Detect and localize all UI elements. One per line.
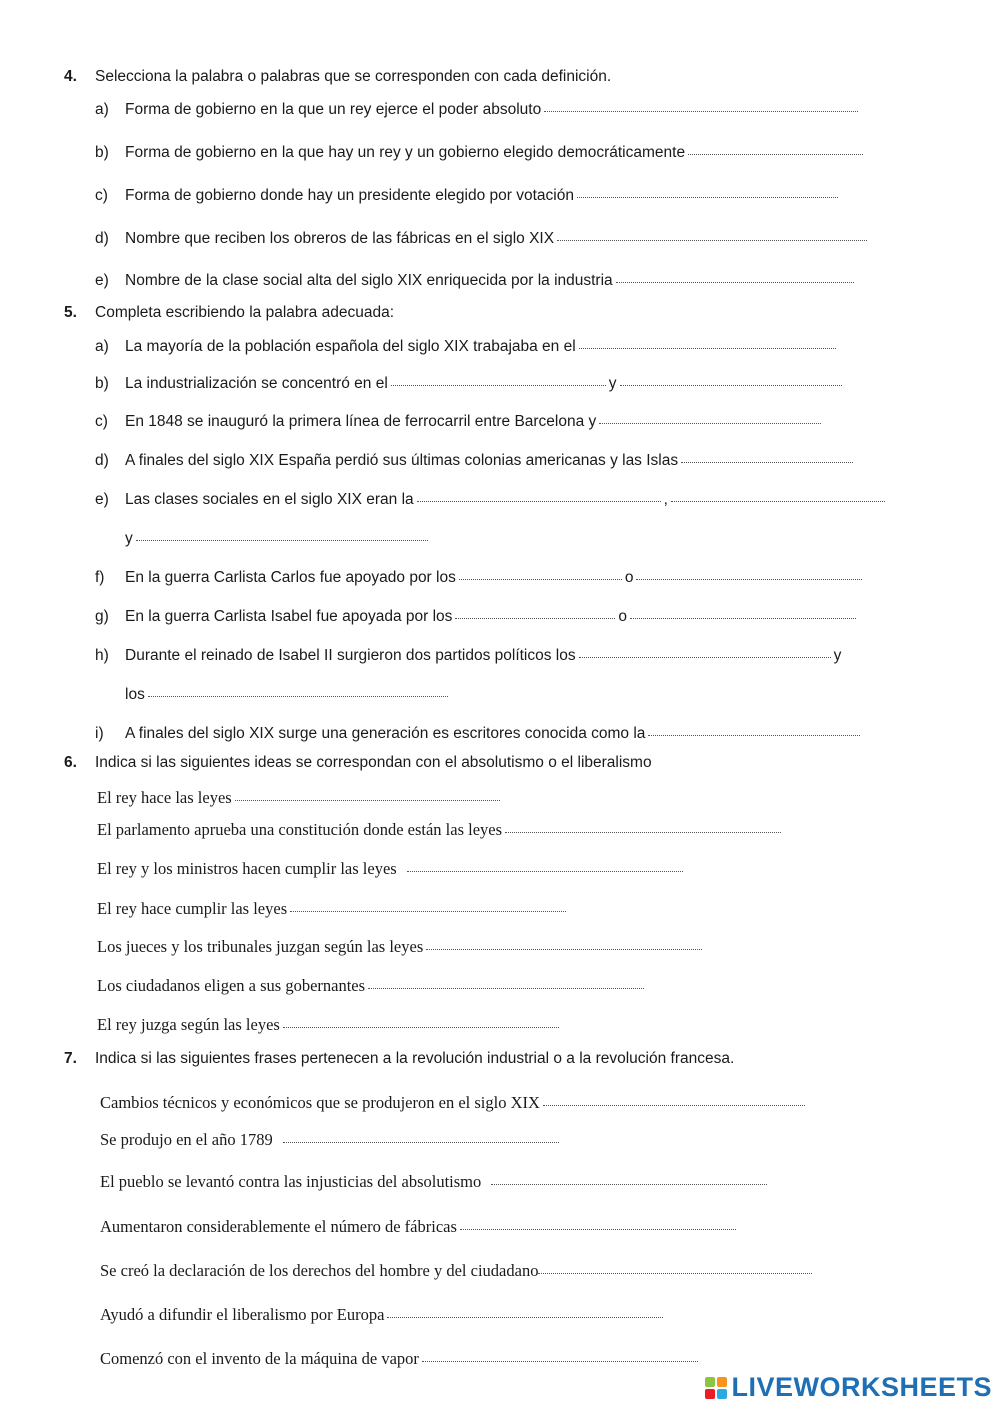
statement: Se produjo en el año 1789 xyxy=(100,1130,562,1150)
item-text: En la guerra Carlista Isabel fue apoyada por los o xyxy=(125,607,859,627)
question-prompt: Completa escribiendo la palabra adecuada: xyxy=(95,304,395,321)
item-letter: g) xyxy=(95,608,109,625)
item-text: La mayoría de la población española del siglo XIX trabajaba en el xyxy=(125,337,839,357)
question-number: 7. xyxy=(64,1050,77,1067)
list-item xyxy=(95,607,628,627)
answer-field[interactable] xyxy=(648,732,860,736)
statement: El rey hace las leyes xyxy=(97,788,503,808)
statement: Los ciudadanos eligen a sus gobernantes xyxy=(97,976,647,996)
statement: Se creó la declaración de los derechos del hombre y del ciudadano xyxy=(100,1261,815,1281)
answer-field[interactable] xyxy=(681,459,853,463)
answer-field[interactable] xyxy=(630,615,856,619)
answer-field[interactable] xyxy=(387,1314,663,1318)
answer-field[interactable] xyxy=(148,693,448,697)
answer-field[interactable] xyxy=(544,108,858,112)
answer-field[interactable] xyxy=(557,237,867,241)
answer-field[interactable] xyxy=(579,345,836,349)
item-letter: h) xyxy=(95,647,109,664)
answer-field[interactable] xyxy=(505,829,781,833)
answer-field[interactable] xyxy=(391,382,606,386)
item-text: En 1848 se inauguró la primera línea de ferrocarril entre Barcelona y xyxy=(125,412,824,432)
item-text: Las clases sociales en el siglo XIX eran la , xyxy=(125,490,888,510)
question-number: 4. xyxy=(64,68,77,85)
answer-field[interactable] xyxy=(543,1102,805,1106)
list-item xyxy=(95,724,646,744)
list-item xyxy=(95,451,679,471)
answer-field[interactable] xyxy=(671,498,885,502)
list-item xyxy=(95,337,576,357)
item-text: Forma de gobierno donde hay un presidente elegido por votación xyxy=(125,186,841,206)
question-prompt: Indica si las siguientes ideas se correspondan con el absolutismo o el liberalismo xyxy=(95,754,652,771)
statement: Los jueces y los tribunales juzgan según las leyes xyxy=(97,937,705,957)
answer-field[interactable] xyxy=(455,615,615,619)
question-prompt: Indica si las siguientes frases pertenecen a la revolución industrial o a la revolución francesa. xyxy=(95,1050,735,1067)
statement: El rey hace cumplir las leyes xyxy=(97,899,569,919)
item-text: A finales del siglo XIX España perdió sus últimas colonias americanas y las Islas xyxy=(125,451,856,471)
list-item xyxy=(95,143,686,163)
list-item xyxy=(95,568,634,588)
list-item-continuation: los xyxy=(125,685,451,705)
statement: El parlamento aprueba una constitución donde están las leyes xyxy=(97,820,784,840)
item-text: Nombre que reciben los obreros de las fábricas en el siglo XIX xyxy=(125,229,870,249)
answer-field[interactable] xyxy=(459,576,622,580)
answer-field[interactable] xyxy=(368,985,644,989)
question-number: 5. xyxy=(64,304,77,321)
item-letter: e) xyxy=(95,272,109,289)
statement: Comenzó con el invento de la máquina de vapor xyxy=(100,1349,701,1369)
item-text: Forma de gobierno en la que hay un rey y un gobierno elegido democráticamente xyxy=(125,143,866,163)
answer-field[interactable] xyxy=(460,1226,736,1230)
answer-field[interactable] xyxy=(579,654,831,658)
item-letter: d) xyxy=(95,230,109,247)
list-item xyxy=(95,186,574,206)
liveworksheets-logo xyxy=(705,1372,992,1403)
item-letter: e) xyxy=(95,491,109,508)
answer-field[interactable] xyxy=(616,279,854,283)
statement: Ayudó a difundir el liberalismo por Europa xyxy=(100,1305,666,1325)
item-letter: a) xyxy=(95,101,109,118)
item-text: La industrialización se concentró en el y xyxy=(125,374,845,394)
list-item xyxy=(95,271,613,291)
answer-field[interactable] xyxy=(290,908,566,912)
statement: Cambios técnicos y económicos que se produjeron en el siglo XIX xyxy=(100,1093,808,1113)
answer-field[interactable] xyxy=(620,382,842,386)
logo-icon xyxy=(705,1377,727,1399)
item-letter: f) xyxy=(95,569,105,586)
answer-field[interactable] xyxy=(422,1358,698,1362)
statement: El pueblo se levantó contra las injusticias del absolutismo xyxy=(100,1172,770,1192)
list-item xyxy=(95,100,542,120)
answer-field[interactable] xyxy=(688,151,863,155)
logo-text: LIVEWORKSHEETS xyxy=(731,1372,992,1402)
answer-field[interactable] xyxy=(577,194,838,198)
list-item xyxy=(95,374,617,394)
item-letter: d) xyxy=(95,452,109,469)
answer-field[interactable] xyxy=(283,1139,559,1143)
question-prompt: Selecciona la palabra o palabras que se corresponden con cada definición. xyxy=(95,68,612,85)
list-item xyxy=(95,229,555,249)
item-letter: i) xyxy=(95,725,104,742)
item-text: Nombre de la clase social alta del siglo XIX enriquecida por la industria xyxy=(125,271,857,291)
answer-field[interactable] xyxy=(407,868,683,872)
answer-field[interactable] xyxy=(417,498,661,502)
answer-field[interactable] xyxy=(235,797,500,801)
list-item xyxy=(95,412,597,432)
answer-field[interactable] xyxy=(426,946,702,950)
answer-field[interactable] xyxy=(136,537,428,541)
question-number: 6. xyxy=(64,754,77,771)
item-letter: b) xyxy=(95,144,109,161)
answer-field[interactable] xyxy=(491,1181,767,1185)
item-letter: a) xyxy=(95,338,109,355)
list-item-continuation: y xyxy=(125,529,431,549)
answer-field[interactable] xyxy=(538,1270,812,1274)
item-text: A finales del siglo XIX surge una generación es escritores conocida como la xyxy=(125,724,863,744)
item-text: En la guerra Carlista Carlos fue apoyado por los o xyxy=(125,568,865,588)
answer-field[interactable] xyxy=(636,576,862,580)
item-letter: b) xyxy=(95,375,109,392)
item-text: Durante el reinado de Isabel II surgieron dos partidos políticos los y xyxy=(125,647,842,664)
statement: Aumentaron considerablemente el número de fábricas xyxy=(100,1217,739,1237)
statement: El rey juzga según las leyes xyxy=(97,1015,562,1035)
statement: El rey y los ministros hacen cumplir las leyes xyxy=(97,859,686,879)
item-letter: c) xyxy=(95,187,108,204)
list-item xyxy=(95,646,842,666)
list-item xyxy=(95,490,668,510)
item-letter: c) xyxy=(95,413,108,430)
answer-field[interactable] xyxy=(599,420,821,424)
item-text: Forma de gobierno en la que un rey ejerce el poder absoluto xyxy=(125,100,861,120)
answer-field[interactable] xyxy=(283,1024,559,1028)
